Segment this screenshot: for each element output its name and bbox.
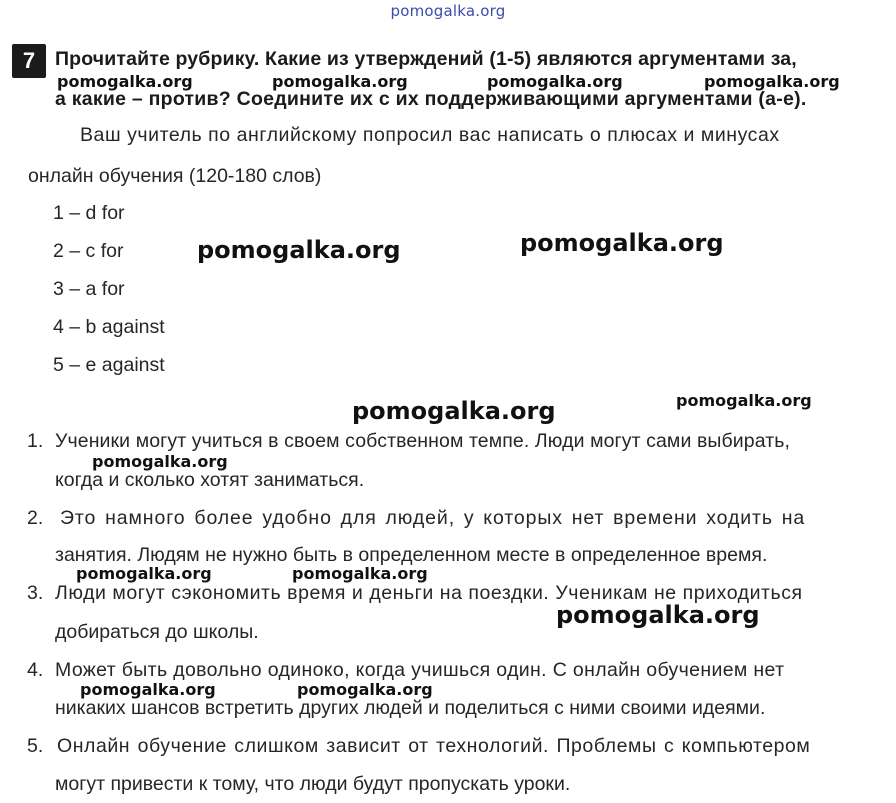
watermark-text: pomogalka.org — [76, 564, 212, 583]
statement-number: 1. — [27, 430, 44, 452]
watermark-text: pomogalka.org — [676, 391, 812, 410]
statement-text-line-2: когда и сколько хотят заниматься. — [55, 469, 365, 491]
watermark-text: pomogalka.org — [197, 236, 401, 264]
statement-text-line-1: Онлайн обучение слишком зависит от технологий. Проблемы с компьютером — [57, 735, 811, 757]
intro-line-2: онлайн обучения (120-180 слов) — [28, 165, 322, 187]
task-number-badge: 7 — [12, 44, 46, 78]
watermark-text: pomogalka.org — [520, 229, 724, 257]
site-watermark-top: pomogalka.org — [390, 2, 506, 20]
answer-item: 5 – e against — [53, 354, 165, 376]
statement-text-line-1: Может быть довольно одиноко, когда учишься один. С онлайн обучением нет — [55, 659, 785, 681]
watermark-text: pomogalka.org — [292, 564, 428, 583]
statement-number: 4. — [27, 659, 44, 681]
statement-text-line-2: могут привести к тому, что люди будут пропускать уроки. — [55, 773, 571, 795]
statement-text-line-2: занятия. Людям не нужно быть в определенном месте в определенное время. — [55, 544, 768, 566]
task-heading-line-2: а какие – против? Соедините их с их поддерживающими аргументами (a-e). — [55, 88, 807, 110]
statement-number: 5. — [27, 735, 44, 757]
statement-text-line-1: Люди могут сэкономить время и деньги на поездки. Ученикам не приходиться — [55, 582, 803, 604]
statement-text-line-1: Ученики могут учиться в своем собственном темпе. Люди могут сами выбирать, — [55, 430, 791, 452]
task-heading-line-1: Прочитайте рубрику. Какие из утверждений (1-5) являются аргументами за, — [55, 48, 797, 70]
statement-text-line-1: Это намного более удобно для людей, у которых нет времени ходить на — [60, 507, 806, 529]
watermark-text: pomogalka.org — [297, 680, 433, 699]
answer-item: 4 – b against — [53, 316, 165, 338]
answer-item: 3 – a for — [53, 278, 125, 300]
statement-text-line-2: никаких шансов встретить других людей и поделиться с ними своими идеями. — [55, 697, 766, 719]
intro-line-1: Ваш учитель по английскому попросил вас написать о плюсах и минусах — [80, 124, 780, 146]
answer-item: 1 – d for — [53, 202, 125, 224]
watermark-text: pomogalka.org — [487, 72, 623, 91]
watermark-text: pomogalka.org — [556, 601, 760, 629]
watermark-text: pomogalka.org — [704, 72, 840, 91]
watermark-text: pomogalka.org — [57, 72, 193, 91]
statement-number: 3. — [27, 582, 44, 604]
statement-text-line-2: добираться до школы. — [55, 621, 259, 643]
watermark-text: pomogalka.org — [352, 397, 556, 425]
watermark-text: pomogalka.org — [80, 680, 216, 699]
answer-item: 2 – c for — [53, 240, 124, 262]
watermark-text: pomogalka.org — [272, 72, 408, 91]
watermark-text: pomogalka.org — [92, 452, 228, 471]
statement-number: 2. — [27, 507, 44, 529]
